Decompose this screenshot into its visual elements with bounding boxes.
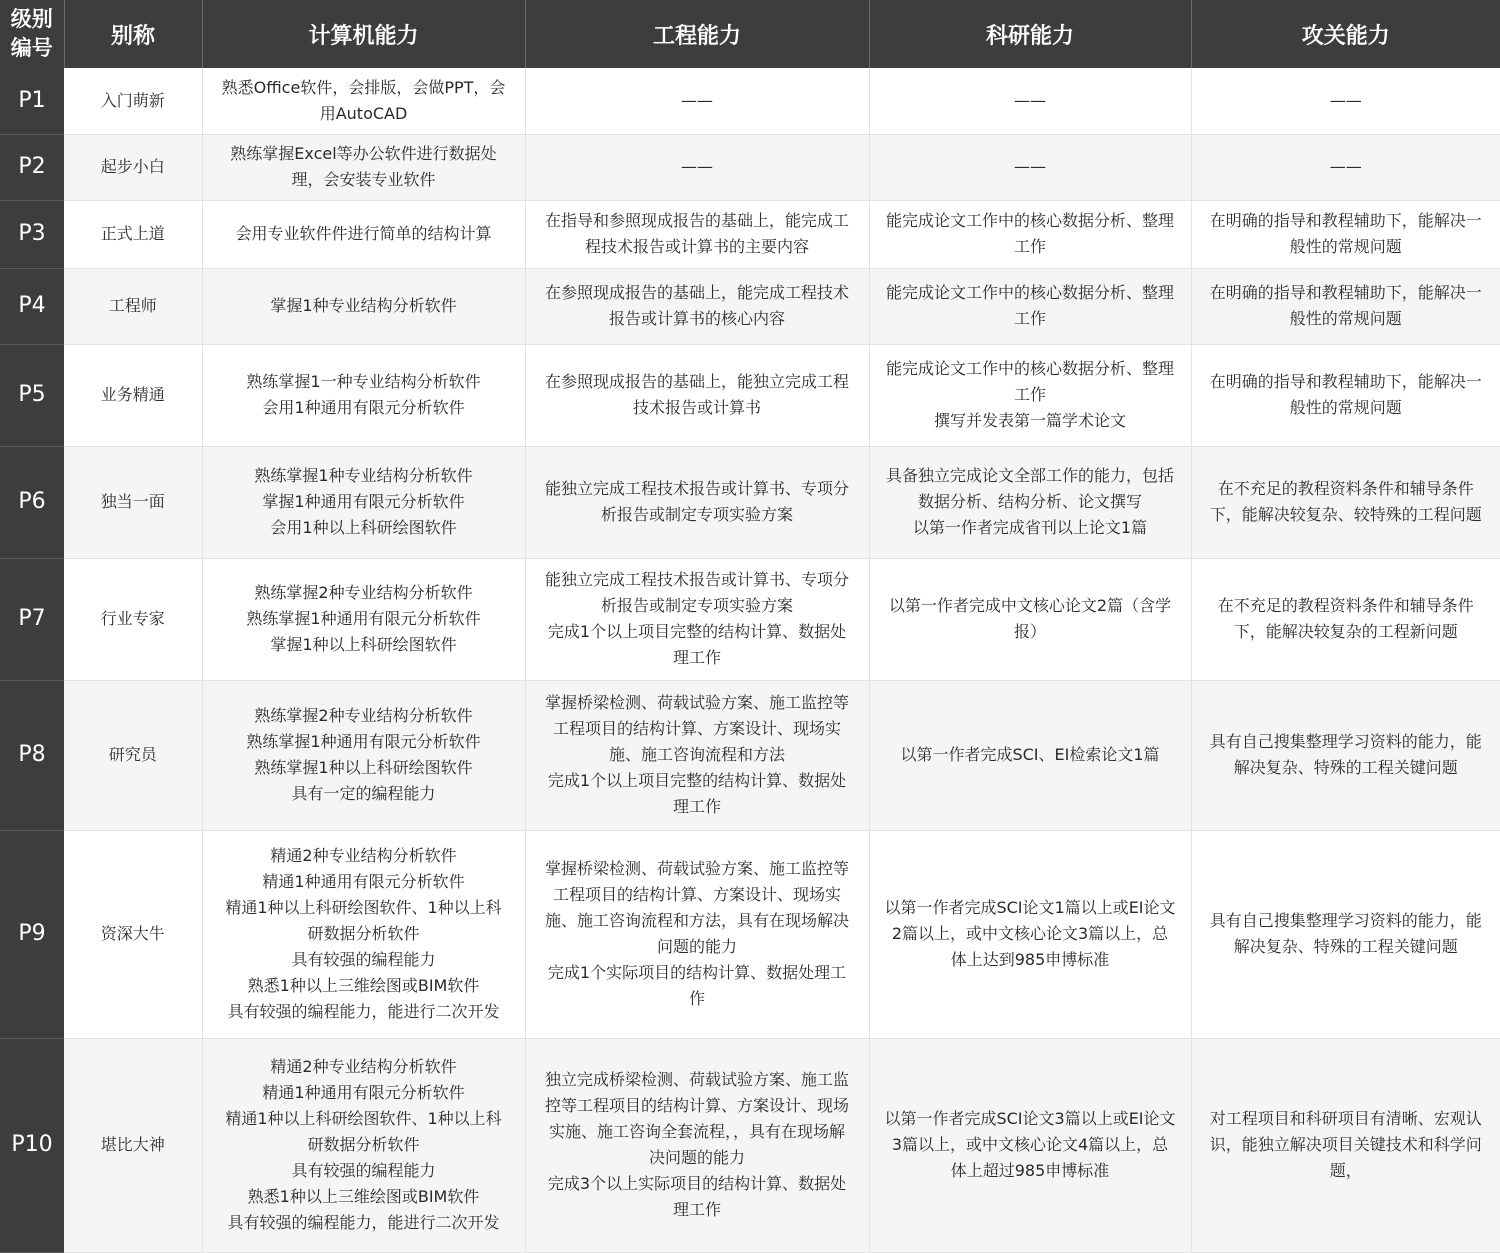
research-skill-cell [869, 446, 1191, 558]
table-row [0, 200, 1500, 268]
level-badge-text: P6 [18, 489, 46, 514]
research-skill-cell [869, 558, 1191, 680]
level-badge-text: P10 [11, 1132, 53, 1157]
level-badge [0, 200, 64, 268]
problem-solving-cell [1191, 558, 1500, 680]
level-badge-text: P9 [18, 921, 46, 946]
problem-solving-cell-text: —— [1329, 90, 1362, 110]
problem-solving-cell-text: 在不充足的教程资料条件和辅导条件 下，能解决较复杂的工程新问题 [1217, 596, 1474, 641]
engineering-skill-cell-text: 能独立完成工程技术报告或计算书、专项分 析报告或制定专项实验方案 [544, 479, 849, 524]
table-row [0, 268, 1500, 344]
computer-skill-cell-text: 熟悉Office软件，会排版，会做PPT，会 用AutoCAD [221, 77, 506, 123]
problem-solving-cell [1191, 134, 1500, 200]
research-skill-cell-text: 以第一作者完成SCI、EI检索论文1篇 [900, 745, 1160, 764]
engineering-skill-cell-text: —— [681, 90, 713, 110]
engineering-skill-cell-text: 在参照现成报告的基础上，能独立完成工程 技术报告或计算书 [544, 372, 849, 417]
alias-cell [64, 558, 202, 680]
alias-cell [64, 680, 202, 830]
alias-cell [64, 344, 202, 446]
research-skill-cell [869, 1038, 1191, 1252]
alias-cell-text: 业务精通 [100, 385, 165, 404]
problem-solving-cell [1191, 680, 1500, 830]
table-row [0, 134, 1500, 200]
research-skill-cell-text: 具备独立完成论文全部工作的能力，包括 数据分析、结构分析、论文撰写 以第一作者完成省刊以上论文1篇 [885, 466, 1174, 537]
table-row [0, 446, 1500, 558]
engineering-skill-cell [525, 446, 869, 558]
level-badge-text: P4 [18, 293, 46, 318]
research-skill-cell [869, 344, 1191, 446]
computer-skill-cell-text: 掌握1种专业结构分析软件 [270, 296, 457, 315]
engineering-skill-cell-text: 在参照现成报告的基础上，能完成工程技术 报告或计算书的核心内容 [544, 283, 849, 328]
computer-skill-cell [202, 1038, 525, 1252]
table-row [0, 1038, 1500, 1252]
computer-skill-cell [202, 446, 525, 558]
level-badge [0, 268, 64, 344]
problem-solving-cell [1191, 268, 1500, 344]
problem-solving-cell-text: 对工程项目和科研项目有清晰、宏观认 识，能独立解决项目关键技术和科学问 题， [1209, 1109, 1482, 1180]
alias-cell-text: 资深大牛 [100, 924, 165, 943]
header-level: 级别 编号 [0, 0, 64, 68]
level-badge-text: P7 [18, 606, 46, 631]
level-badge-text: P1 [18, 87, 46, 113]
problem-solving-cell [1191, 830, 1500, 1038]
header-computer: 计算机能力 [202, 0, 525, 68]
level-badge [0, 134, 64, 200]
alias-cell-text: 独当一面 [100, 492, 165, 511]
computer-skill-cell [202, 200, 525, 268]
level-badge-text: P3 [18, 221, 46, 246]
alias-cell [64, 268, 202, 344]
level-badge [0, 446, 64, 558]
level-badge [0, 558, 64, 680]
alias-cell-text: 正式上道 [100, 224, 165, 243]
problem-solving-cell-text: 在明确的指导和教程辅助下，能解决一 般性的常规问题 [1209, 372, 1482, 417]
table-row [0, 344, 1500, 446]
alias-cell [64, 1038, 202, 1252]
engineering-skill-cell [525, 830, 869, 1038]
computer-skill-cell-text: 熟练掌握1一种专业结构分析软件 会用1种通用有限元分析软件 [246, 372, 481, 417]
engineering-skill-cell [525, 68, 869, 134]
problem-solving-cell-text: 在明确的指导和教程辅助下，能解决一 般性的常规问题 [1209, 283, 1482, 328]
level-badge [0, 680, 64, 830]
research-skill-cell-text: —— [1014, 90, 1046, 110]
alias-cell-text: 研究员 [108, 745, 157, 764]
research-skill-cell-text: 能完成论文工作中的核心数据分析、整理 工作 [885, 211, 1174, 256]
level-badge-text: P5 [18, 382, 46, 407]
alias-cell-text: 行业专家 [100, 609, 165, 628]
alias-cell-text: 起步小白 [100, 157, 165, 176]
problem-solving-cell-text: 具有自己搜集整理学习资料的能力，能 解决复杂、特殊的工程关键问题 [1209, 732, 1482, 777]
engineering-skill-cell [525, 268, 869, 344]
engineering-skill-cell [525, 680, 869, 830]
computer-skill-cell-text: 会用专业软件件进行简单的结构计算 [235, 224, 492, 243]
alias-cell [64, 200, 202, 268]
computer-skill-cell [202, 830, 525, 1038]
table-row [0, 830, 1500, 1038]
level-badge [0, 344, 64, 446]
header-research: 科研能力 [869, 0, 1191, 68]
level-badge [0, 1038, 64, 1252]
engineering-skill-cell-text: 独立完成桥梁检测、荷载试验方案、施工监 控等工程项目的结构计算、方案设计、现场 实施、施工咨询全套流程，，具有在现场解 决问题的能力 完成3个以上实际项目的结构计算、数据处 理工作 [544, 1070, 849, 1219]
alias-cell [64, 134, 202, 200]
research-skill-cell [869, 830, 1191, 1038]
level-badge [0, 830, 64, 1038]
engineering-skill-cell-text: 能独立完成工程技术报告或计算书、专项分 析报告或制定专项实验方案 完成1个以上项目完整的结构计算、数据处 理工作 [544, 570, 849, 667]
problem-solving-cell [1191, 446, 1500, 558]
header-row [0, 0, 1500, 68]
computer-skill-cell-text: 精通2种专业结构分析软件 精通1种通用有限元分析软件 精通1种以上科研绘图软件、1种以上科 研数据分析软件 具有较强的编程能力 熟悉1种以上三维绘图或BIM软件 具有较强的编程能力，能进行二次开发 [225, 1057, 502, 1232]
research-skill-cell [869, 134, 1191, 200]
computer-skill-cell-text: 熟练掌握1种专业结构分析软件 掌握1种通用有限元分析软件 会用1种以上科研绘图软件 [254, 466, 473, 537]
computer-skill-cell [202, 558, 525, 680]
research-skill-cell [869, 200, 1191, 268]
computer-skill-cell-text: 熟练掌握Excel等办公软件进行数据处 理，会安装专业软件 [230, 144, 497, 189]
engineering-skill-cell [525, 558, 869, 680]
engineering-skill-cell-text: —— [681, 157, 713, 176]
computer-skill-cell [202, 68, 525, 134]
level-badge-text: P8 [18, 742, 46, 767]
problem-solving-cell-text: 在不充足的教程资料条件和辅导条件 下，能解决较复杂、较特殊的工程问题 [1209, 479, 1482, 524]
engineering-skill-cell [525, 134, 869, 200]
research-skill-cell-text: —— [1014, 157, 1046, 176]
computer-skill-cell [202, 268, 525, 344]
alias-cell-text: 工程师 [108, 296, 157, 315]
alias-cell-text: 堪比大神 [100, 1135, 165, 1154]
research-skill-cell-text: 能完成论文工作中的核心数据分析、整理 工作 [885, 283, 1174, 328]
table-row [0, 680, 1500, 830]
table-row [0, 68, 1500, 134]
problem-solving-cell [1191, 200, 1500, 268]
research-skill-cell [869, 68, 1191, 134]
research-skill-cell-text: 能完成论文工作中的核心数据分析、整理 工作 撰写并发表第一篇学术论文 [885, 359, 1174, 430]
header-problem-solving: 攻关能力 [1191, 0, 1500, 68]
computer-skill-cell [202, 134, 525, 200]
problem-solving-cell-text: 具有自己搜集整理学习资料的能力，能 解决复杂、特殊的工程关键问题 [1209, 911, 1482, 956]
computer-skill-cell [202, 680, 525, 830]
alias-cell [64, 830, 202, 1038]
engineering-skill-cell [525, 200, 869, 268]
engineering-skill-cell-text: 掌握桥梁检测、荷载试验方案、施工监控等 工程项目的结构计算、方案设计、现场实 施、施工咨询流程和方法，具有在现场解决 问题的能力 完成1个实际项目的结构计算、数据处理工 作 [544, 859, 849, 1008]
engineering-skill-cell [525, 344, 869, 446]
problem-solving-cell-text: —— [1329, 157, 1362, 176]
alias-cell [64, 68, 202, 134]
research-skill-cell-text: 以第一作者完成中文核心论文2篇（含学 报） [888, 596, 1172, 641]
alias-cell [64, 446, 202, 558]
computer-skill-cell-text: 熟练掌握2种专业结构分析软件 熟练掌握1种通用有限元分析软件 掌握1种以上科研绘图软件 [246, 583, 481, 654]
header-engineering: 工程能力 [525, 0, 869, 68]
computer-skill-cell [202, 344, 525, 446]
problem-solving-cell-text: 在明确的指导和教程辅助下，能解决一 般性的常规问题 [1209, 211, 1482, 256]
table-row [0, 558, 1500, 680]
engineering-skill-cell [525, 1038, 869, 1252]
problem-solving-cell [1191, 344, 1500, 446]
level-badge-text: P2 [18, 154, 46, 179]
research-skill-cell-text: 以第一作者完成SCI论文3篇以上或EI论文 3篇以上，或中文核心论文4篇以上，总 体上超过985申博标准 [884, 1109, 1176, 1180]
header-alias: 别称 [64, 0, 202, 68]
engineering-skill-cell-text: 掌握桥梁检测、荷载试验方案、施工监控等 工程项目的结构计算、方案设计、现场实 施、施工咨询流程和方法 完成1个以上项目完整的结构计算、数据处 理工作 [544, 693, 849, 816]
research-skill-cell [869, 268, 1191, 344]
problem-solving-cell [1191, 1038, 1500, 1252]
research-skill-cell-text: 以第一作者完成SCI论文1篇以上或EI论文 2篇以上，或中文核心论文3篇以上，总 体上达到985申博标准 [884, 898, 1176, 969]
alias-cell-text: 入门萌新 [100, 90, 165, 110]
problem-solving-cell [1191, 68, 1500, 134]
engineering-skill-cell-text: 在指导和参照现成报告的基础上，能完成工 程技术报告或计算书的主要内容 [544, 211, 849, 256]
computer-skill-cell-text: 熟练掌握2种专业结构分析软件 熟练掌握1种通用有限元分析软件 熟练掌握1种以上科研绘图软件 具有一定的编程能力 [246, 706, 481, 803]
level-badge [0, 68, 64, 134]
research-skill-cell [869, 680, 1191, 830]
computer-skill-cell-text: 精通2种专业结构分析软件 精通1种通用有限元分析软件 精通1种以上科研绘图软件、1种以上科 研数据分析软件 具有较强的编程能力 熟悉1种以上三维绘图或BIM软件 具有较强的编程能力，能进行二次开发 [225, 846, 502, 1021]
